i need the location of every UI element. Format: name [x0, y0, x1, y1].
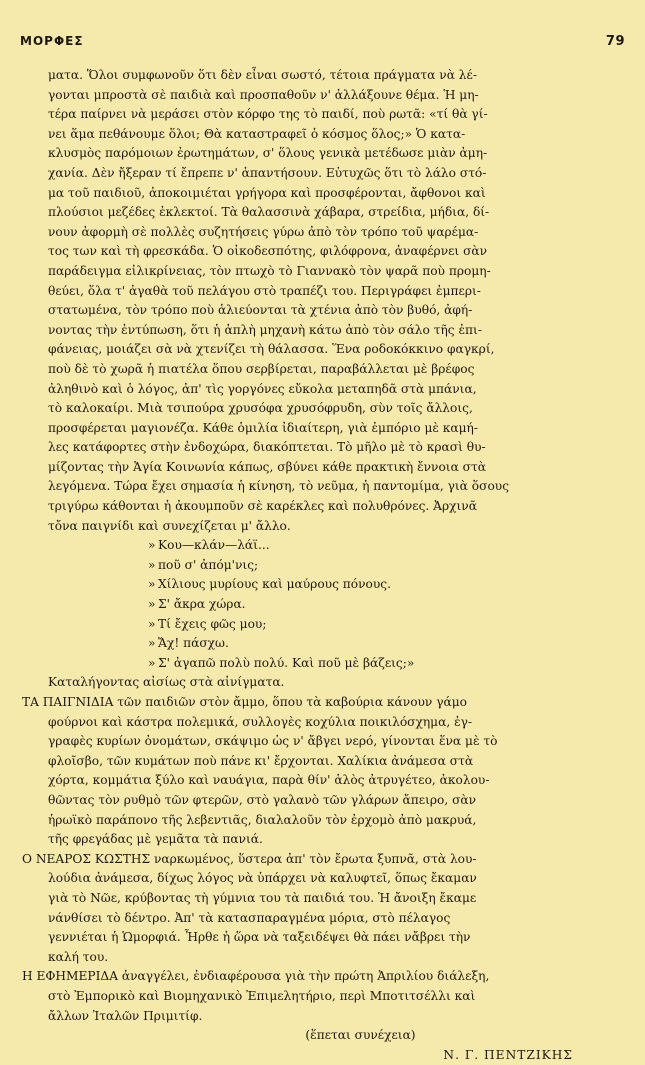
- text-line: θεύει, ὅλα τ' ἀγαθὰ τοῦ πελάγου στὸ τραπέζι του. Περιγράφει ἐμπερι-: [48, 283, 481, 298]
- text-line: λεγόμενα. Τώρα ἔχει σημασία ἡ κίνηση, τὸ νεῦμα, ἡ παντομίμα, γιὰ ὅσους: [48, 479, 510, 494]
- text-line: λες κατάφορτες στὴν ἐνδοχώρα, διακόπτεται. Τὸ μῆλο μὲ τὸ κρασὶ θυ-: [48, 440, 486, 455]
- text-line: μα τοῦ παιδιοῦ, ἀποκοιμιέται γρήγορα καὶ προσφέρονται, ἄφθονοι καὶ: [48, 185, 486, 200]
- author-signature: Ν. Γ. ΠΕΝΤΖΙΚΗΣ: [443, 1047, 573, 1062]
- text-line: ποὺ δὲ τὸ χωρᾶ ἡ πιατέλα ὅπου σερβίρεται, παραβάλλεται μὲ βρέφος: [48, 361, 475, 376]
- quote-text: Κου—κλάν—λάϊ...: [158, 538, 270, 553]
- page-number: 79: [605, 34, 625, 49]
- text-line: τὸ καλοκαίρι. Μιὰ τσιπούρα χρυσόφα χρυσόφρυδη, σὺν τοῖς ἄλλοις,: [48, 401, 473, 416]
- entry-nearos: [22, 850, 583, 968]
- dialogue-quotes: [48, 536, 583, 673]
- quote-mark: »: [148, 538, 156, 553]
- text-line: νουν ἀφορμὴ σὲ πολλὲς συζητήσεις γύρω ἀπὸ τὸν τρόπο τοῦ ψαρέμα-: [48, 224, 479, 239]
- entry-line: λούδια ἀνάμεσα, δίχως λόγος νὰ ὑπάρχει νὰ καλυφτεῖ, ὅπως ἔκαμαν: [48, 871, 477, 886]
- quote-mark: »: [148, 577, 156, 592]
- page-header: [20, 34, 625, 49]
- page-body: [22, 66, 583, 1065]
- entry-efimerida: [22, 967, 583, 1026]
- quote-line: [48, 575, 583, 595]
- quote-line: [48, 595, 583, 615]
- entry-line: φούρνοι καὶ κάστρα πολεμικά, συλλογὲς κοχύλια ποικιλόσχημα, ἐγ-: [48, 714, 473, 729]
- text-line: στατωμένα, τὸν τρόπο ποὺ ἁλιεύονται τὰ χτένια ἀπὸ τὸν βυθό, ἀφή-: [48, 303, 473, 318]
- quote-line: [48, 634, 583, 654]
- entry-line: ΤΑ ΠΑΙΓΝΙΔΙΑ τῶν παιδιῶν στὸν ἄμμο, ὅπου τὰ καβούρια κάνουν γάμο: [22, 695, 467, 709]
- quote-line: [48, 654, 583, 674]
- text-line: νει ἅμα πεθάνουμε ὅλοι; Θὰ καταστραφεῖ ὁ κόσμος ὅλος;» Ὁ κατα-: [48, 126, 466, 141]
- entry-line: θῶντας τὸν ρυθμὸ τῶν φτερῶν, στὸ γαλανὸ τῶν γλάρων ἄπειρο, σὰν: [48, 792, 477, 807]
- entry-line: ἄλλων Ἰταλῶν Πριμιτίφ.: [48, 1008, 203, 1023]
- quote-text: Σ' ἀγαπῶ πολὺ πολύ. Καὶ ποῦ μὲ βάζεις;»: [158, 655, 415, 670]
- text-line: παράδειγμα εἰλικρίνειας, τὸν πτωχὸ τὸ Γιαννακὸ τὸν ψαρᾶ ποὺ προμη-: [48, 263, 491, 278]
- entry-line: γραφὲς κυρίων ὀνομάτων, σκάψιμο ὡς ν' ἄβγει νερό, γίνονται ἕνα μὲ τὸ: [48, 734, 498, 749]
- continued-note: (ἕπεται συνέχεια): [305, 1028, 416, 1043]
- quote-mark: »: [148, 597, 156, 612]
- text-line: τὄνα παιγνίδι καὶ συνεχίζεται μ' ἄλλο.: [48, 518, 291, 533]
- quote-mark: »: [148, 557, 156, 572]
- text-line: τέρα παίρνει νὰ μεράσει στὸν κόρφο της τὸ παιδί, ποὺ ρωτᾶ: «τί θὰ γί-: [48, 107, 488, 122]
- quote-text: Τί ἔχεις φῶς μου;: [158, 616, 267, 631]
- text-line: νοντας τὴν ἐντύπωση, ὅτι ἡ ἁπλὴ μηχανὴ κάτω ἀπὸ τὸν σάλο τῆς ἐπι-: [48, 322, 482, 337]
- text-line: ἀληθινὸ καὶ ὁ λόγος, ἀπ' τὶς γοργόνες εὔκολα μεταπηδᾶ στὰ μπάνια,: [48, 381, 477, 396]
- text-line: ματα. Ὅλοι συμφωνοῦν ὅτι δὲν εἶναι σωστό, τέτοια πράγματα νὰ λέ-: [48, 68, 477, 82]
- quote-text: ποῦ σ' ἀπόμ'νις;: [158, 557, 259, 572]
- entry-line: στὸ Ἐμπορικὸ καὶ Βιομηχανικὸ Ἐπιμελητήριο, περὶ Μποτιτσέλλι καὶ: [48, 988, 476, 1003]
- main-paragraph: [48, 66, 583, 536]
- entry-line: Ο ΝΕΑΡΟΣ ΚΩΣΤΗΣ ναρκωμένος, ὕστερα ἀπ' τὸν ἔρωτα ξυπνᾶ, στὰ λου-: [22, 851, 477, 866]
- quote-line: [48, 536, 583, 556]
- entry-paignidia: [22, 693, 583, 850]
- quote-mark: »: [148, 636, 156, 651]
- entry-line: φλοῖσβο, τῶν κυμάτων ποὺ πάνε κι' ἔρχονται. Χαλίκια ἀνάμεσα στὰ: [48, 753, 474, 768]
- closing-line: Καταλήγοντας αἰσίως στὰ αἰνίγματα.: [48, 675, 285, 690]
- text-line: προσφέρεται μαγιονέζα. Κάθε ὁμιλία ἰδιαίτερη, γιὰ ἐμπόριο μὲ καμή-: [48, 420, 478, 435]
- entry-line: καλή του.: [48, 949, 109, 964]
- entry-line: ἡρωϊκὸ παράπονο τῆς λεβεντιᾶς, διαλαλοῦν τὸν ἐρχομὸ ἀπὸ μακρυά,: [48, 812, 477, 827]
- quote-mark: »: [148, 616, 156, 631]
- text-line: φάνειας, μοιάζει σὰ νὰ χτενίζει τὴ θάλασσα. Ἕνα ροδοκόκκινο φαγκρί,: [48, 342, 495, 357]
- quote-line: [48, 615, 583, 635]
- entry-line: γεννιέται ἡ Ὡμορφιά. Ἦρθε ἡ ὥρα νὰ ταξειδέψει θὰ πάει νἄβρει τὴν: [48, 930, 471, 945]
- quote-text: Ἄχ! πάσχω.: [158, 636, 229, 651]
- entry-line: τῆς φρεγάδας μὲ γεμᾶτα τὰ πανιά.: [48, 832, 263, 847]
- text-line: γονται μπροστὰ σὲ παιδιὰ καὶ προσπαθοῦν ν' ἀλλάξουνε θέμα. Ἡ μη-: [48, 87, 479, 102]
- text-line: τριγύρω κάθονται ἡ ἀκουμποῦν σὲ καρέκλες καὶ πολυθρόνες. Ἀρχινᾶ: [48, 499, 477, 514]
- entry-line: Η ΕΦΗΜΕΡΙΔΑ ἀναγγέλει, ἐνδιαφέρουσα γιὰ τὴν πρώτη Ἀπριλίου διάλεξη,: [22, 969, 490, 984]
- quote-text: Χίλιους μυρίους καὶ μαύρους πόνους.: [158, 577, 391, 592]
- text-line: πλούσιοι μεζέδες ἐκλεκτοί. Τὰ θαλασσινὰ χάβαρα, στρείδια, μήδια, δί-: [48, 205, 490, 220]
- text-line: χανία. Δὲν ἤξεραν τί ἔπρεπε ν' ἀπαντήσουν. Εὐτυχῶς ὅτι τὸ λάλο στό-: [48, 165, 487, 180]
- text-line: τος των καὶ τὴ φρεσκάδα. Ὁ οἰκοδεσπότης, φιλόφρονα, ἀναφέρνει σὰν: [48, 244, 488, 259]
- quote-mark: »: [148, 655, 156, 670]
- entry-line: γιὰ τὸ Νῶε, κρύβοντας τὴ γύμνια του τὰ παιδιά του. Ἡ ἄνοιξη ἔκαμε: [48, 890, 477, 905]
- entry-line: νάνθίσει τὸ δέντρο. Ἀπ' τὰ κατασπαραγμένα μόρια, στὸ πέλαγος: [48, 910, 451, 925]
- journal-title: ΜΟΡΦΕΣ: [20, 34, 84, 48]
- quote-text: Σ' ἄκρα χώρα.: [158, 597, 246, 612]
- entry-line: χόρτα, κομμάτια ξύλο καὶ ναυάγια, παρὰ θίν' ἁλὸς ἀτρυγέτεο, ἀκολου-: [48, 773, 490, 788]
- text-line: μίζοντας τὴν Ἁγία Κοινωνία κάπως, σβύνει κάθε πρακτικὴ ἔννοια στὰ: [48, 459, 486, 474]
- quote-line: [48, 556, 583, 576]
- text-line: κλυσμὸς παρόμοιων ἐρωτημάτων, σ' ὅλους γενικὰ μετέδωσε μιὰν ἀμη-: [48, 146, 488, 161]
